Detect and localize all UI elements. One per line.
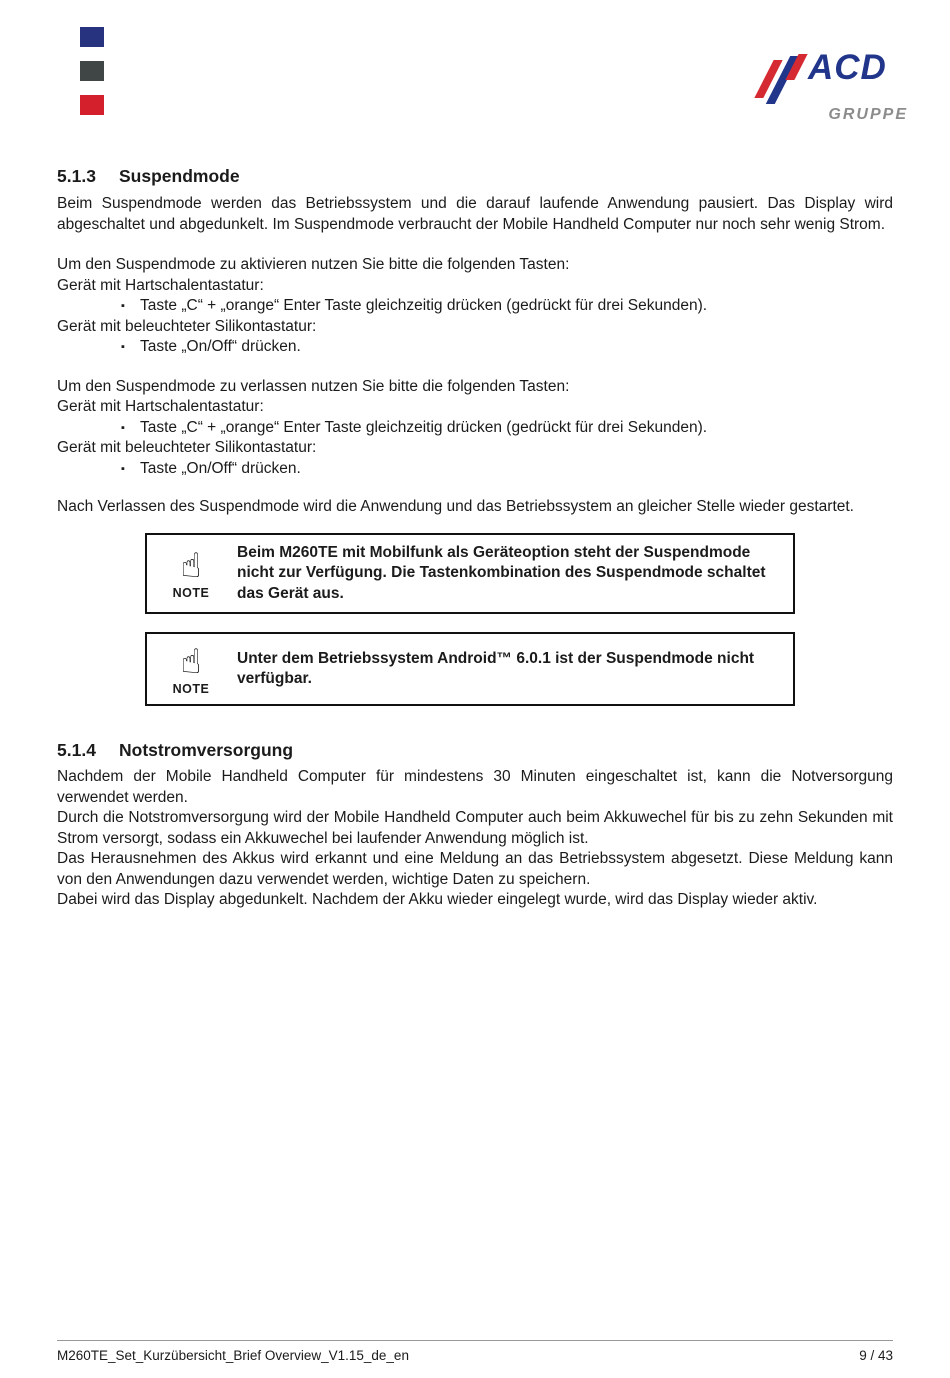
suspendmode-intro-paragraph: Beim Suspendmode werden das Betriebssystem und die darauf laufende Anwendung pausiert. Das Display wird abgeschaltet und abgedunkelt. Im Suspendmode verbraucht der Mobile Handheld Computer nur noch sehr wenig Strom. <box>57 195 893 233</box>
notstrom-paragraph: Nachdem der Mobile Handheld Computer für mindestens 30 Minuten eingeschaltet ist, kann die Notversorgung verwendet werden. <box>57 768 893 806</box>
activate-silicon-label: Gerät mit beleuchteter Silikontastatur: <box>57 317 317 335</box>
section-heading-5-1-4 <box>57 739 893 761</box>
note-hand-icon: ☝ <box>180 546 202 585</box>
leave-silicon-label: Gerät mit beleuchteter Silikontastatur: <box>57 439 317 456</box>
note-text: Unter dem Betriebssystem Android™ 6.0.1 ist der Suspendmode nicht verfügbar. <box>237 649 755 687</box>
note-label: NOTE <box>172 585 210 600</box>
leave-silicon-text: Taste „On/Off“ drücken. <box>140 459 301 477</box>
leave-lead: Um den Suspendmode zu verlassen nutzen Sie bitte die folgenden Tasten: <box>57 377 570 395</box>
activate-hardcase-text: Taste „C“ + „orange“ Enter Taste gleichzeitig drücken (gedrückt für drei Sekunden). <box>140 297 708 314</box>
leave-hardcase-label: Gerät mit Hartschalentastatur: <box>57 398 264 415</box>
red-square-mark <box>80 95 104 115</box>
bullet-icon: ▪ <box>121 341 125 353</box>
page-content <box>57 165 893 911</box>
activate-hardcase-item <box>57 296 893 317</box>
activate-hardcase-label: Gerät mit Hartschalentastatur: <box>57 276 264 294</box>
bullet-icon: ▪ <box>121 462 125 475</box>
leave-silicon-item <box>57 459 893 480</box>
activate-instructions <box>57 255 893 358</box>
bullet-icon: ▪ <box>121 300 125 312</box>
notstrom-paragraphs <box>57 767 893 911</box>
note-box-android <box>145 632 795 706</box>
footer-page-number: 9 / 43 <box>859 1348 893 1363</box>
note-hand-icon: ☝ <box>180 642 202 681</box>
acd-gruppe-logo <box>764 48 914 123</box>
section-number: 5.1.4 <box>57 740 96 760</box>
note-box-mobilfunk <box>145 533 795 615</box>
notstrom-paragraph: Durch die Notstromversorgung wird der Mobile Handheld Computer auch beim Akkuwechel für bis zu zehn Sekunden mit Strom versorgt, sodass ein Akkuwechel bei laufender Anwendung möglich ist. <box>57 809 893 847</box>
footer-document-name: M260TE_Set_Kurzübersicht_Brief Overview_V1.15_de_en <box>57 1348 409 1363</box>
activate-silicon-text: Taste „On/Off“ drücken. <box>140 338 301 355</box>
leave-instructions <box>57 377 893 480</box>
note-icon-cell <box>147 541 235 606</box>
bullet-icon: ▪ <box>121 421 125 434</box>
logo-row <box>764 50 914 104</box>
note-label: NOTE <box>172 681 210 696</box>
section-title: Suspendmode <box>119 166 240 186</box>
gray-square-mark <box>80 61 104 81</box>
logo-brand-text: ACD <box>808 48 887 87</box>
section-title: Notstromversorgung <box>119 740 294 760</box>
leave-hardcase-item <box>57 418 893 439</box>
leave-hardcase-text: Taste „C“ + „orange“ Enter Taste gleichzeitig drücken (gedrückt für drei Sekunden). <box>140 418 708 436</box>
notstrom-paragraph: Das Herausnehmen des Akkus wird erkannt und eine Meldung an das Betriebssystem abgesetzt. Diese Meldung kann von den Anwendungen dazu verwendet werden, wichtige Daten zu speichern. <box>57 850 893 888</box>
activate-silicon-item <box>57 337 893 358</box>
activate-lead: Um den Suspendmode zu aktivieren nutzen Sie bitte die folgenden Tasten: <box>57 256 570 273</box>
registration-marks <box>80 27 104 129</box>
suspendmode-closing-paragraph: Nach Verlassen des Suspendmode wird die Anwendung und das Betriebssystem an gleicher Stelle wieder gestartet. <box>57 498 854 515</box>
page-footer <box>57 1340 893 1364</box>
logo-subtitle-text: GRUPPE <box>828 106 908 123</box>
notstrom-paragraph: Dabei wird das Display abgedunkelt. Nachdem der Akku wieder eingelegt wurde, wird das Display wieder aktiv. <box>57 891 818 908</box>
note-icon-cell <box>147 637 235 702</box>
section-heading-5-1-3 <box>57 165 893 187</box>
section-number: 5.1.3 <box>57 166 96 186</box>
logo-stripes-icon <box>764 52 801 104</box>
note-text: Beim M260TE mit Mobilfunk als Geräteoption steht der Suspendmode nicht zur Verfügung. Die Tastenkombination des Suspendmode schaltet das Gerät aus. <box>237 543 766 602</box>
blue-square-mark <box>80 27 104 47</box>
